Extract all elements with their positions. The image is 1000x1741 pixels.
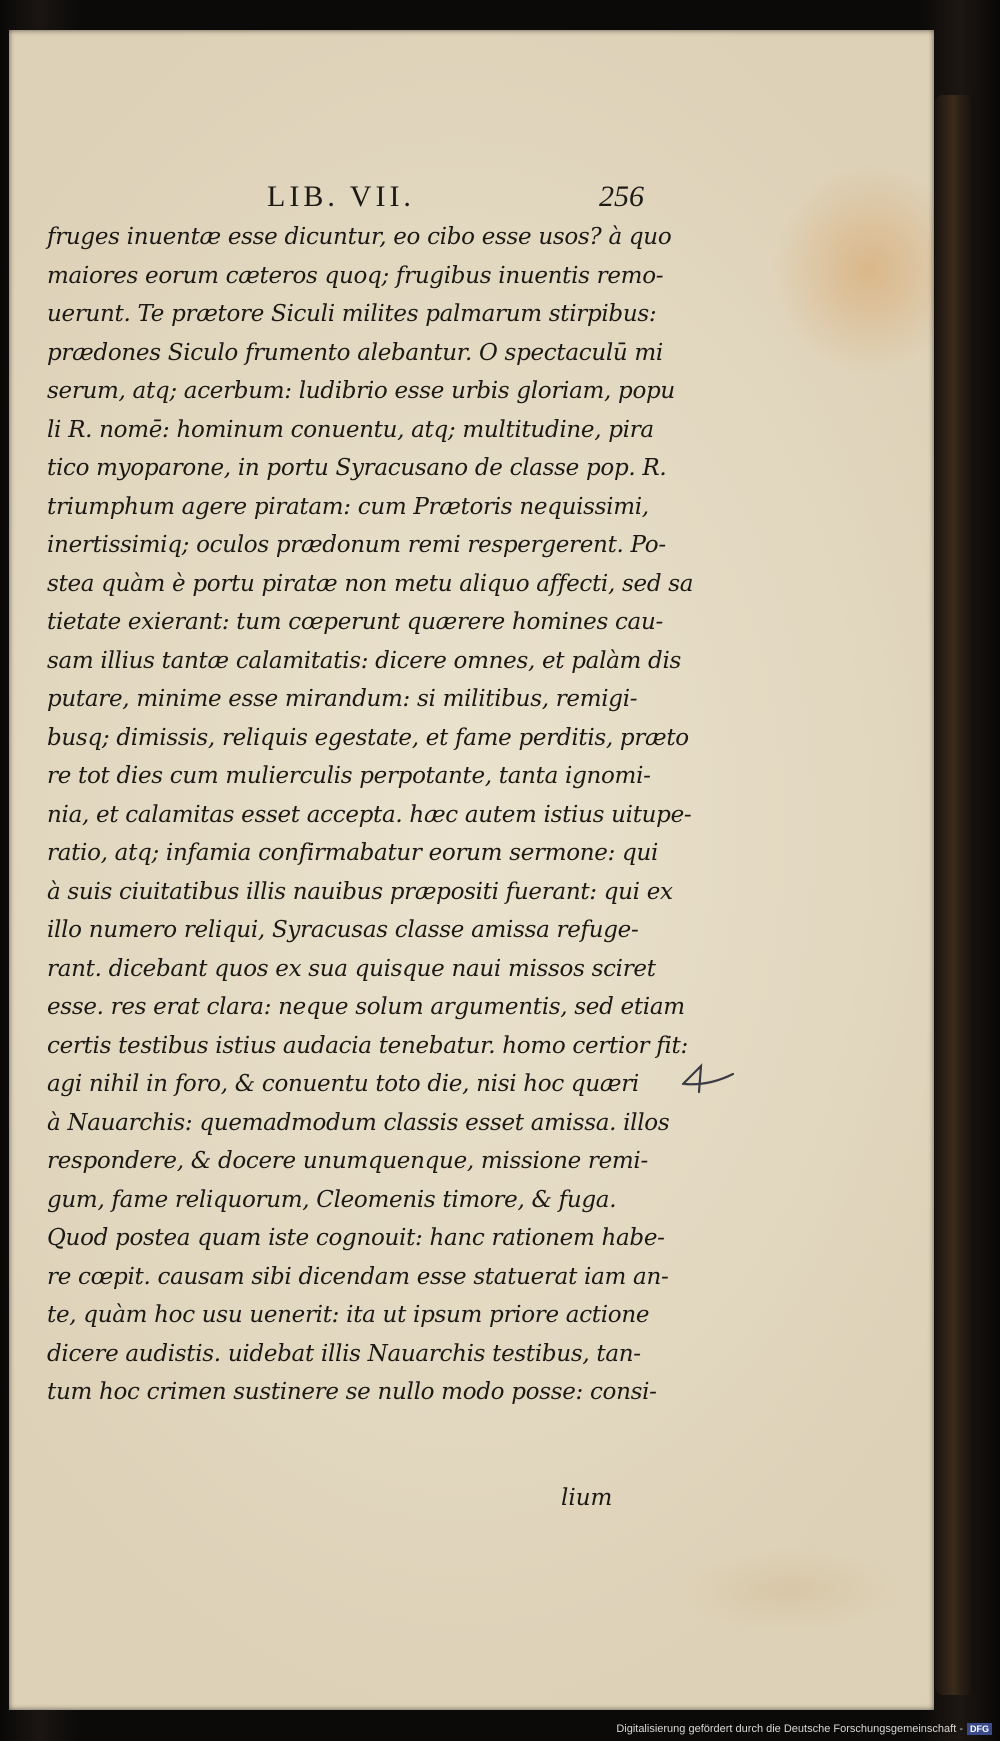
text-line: re cœpit. causam sibi dicendam esse statuerat iam an- — [47, 1263, 669, 1290]
text-line: re tot dies cum mulierculis perpotante, tanta ignomi- — [47, 763, 651, 789]
text-line: tietate exierant: tum cœperunt quærere homines cau- — [47, 609, 663, 635]
text-line: putare, minime esse mirandum: si militibus, remigi- — [47, 686, 638, 712]
text-line: sam illius tantæ calamitatis: dicere omnes, et palàm dis — [47, 647, 682, 674]
text-line: à Nauarchis: quemadmodum classis esset amissa. illos — [47, 1109, 670, 1136]
page-header — [9, 180, 934, 220]
text-line: fruges inuentæ esse dicuntur, eo cibo esse usos? à quo — [47, 224, 672, 250]
text-line: inertissimiq; oculos prædonum remi respergerent. Po- — [47, 532, 666, 558]
catchword: lium — [561, 1485, 613, 1511]
dfg-logo: DFG — [967, 1723, 992, 1735]
text-line: te, quàm hoc usu uenerit: ita ut ipsum priore actione — [47, 1302, 650, 1328]
text-line: maiores eorum cæteros quoq; frugibus inuentis remo- — [47, 262, 664, 289]
text-line: stea quàm è portu piratæ non metu aliquo affecti, sed sa — [47, 570, 694, 597]
text-line: dicere audistis. uidebat illis Nauarchis testibus, tan- — [47, 1340, 641, 1367]
marginal-annotation-mark — [679, 1062, 737, 1102]
text-line: certis testibus istius audacia tenebatur. homo certior fit: — [47, 1032, 688, 1059]
text-line: respondere, & docere unumquenque, missione remi- — [47, 1148, 648, 1174]
text-line: triumphum agere piratam: cum Prætoris nequissimi, — [47, 493, 649, 520]
text-line: prædones Siculo frumento alebantur. O spectaculū mi — [47, 339, 663, 366]
text-line: serum, atq; acerbum: ludibrio esse urbis gloriam, popu — [47, 378, 675, 404]
text-line: illo numero reliqui, Syracusas classe amissa refuge- — [47, 917, 639, 943]
text-line: busq; dimissis, reliquis egestate, et fame perditis, præto — [47, 724, 689, 751]
page-number: 256 — [599, 180, 644, 213]
text-line: agi nihil in foro, & conuentu toto die, nisi hoc quæri — [47, 1071, 639, 1097]
text-line: nia, et calamitas esset accepta. hæc autem istius uitupe- — [47, 801, 692, 828]
body-text — [47, 218, 697, 1412]
digitization-footer — [616, 1719, 992, 1739]
book-page — [9, 30, 934, 1710]
text-line: ratio, atq; infamia confirmabatur eorum sermone: qui — [47, 840, 659, 866]
text-line: esse. res erat clara: neque solum argumentis, sed etiam — [47, 994, 685, 1020]
text-line: uerunt. Te prætore Siculi milites palmarum stirpibus: — [47, 301, 657, 327]
text-line: Quod postea quam iste cognouit: hanc rationem habe- — [47, 1225, 665, 1251]
text-line: tum hoc crimen sustinere se nullo modo posse: consi- — [47, 1379, 657, 1405]
footer-credit: Digitalisierung gefördert durch die Deutsche Forschungsgemeinschaft - — [616, 1723, 963, 1735]
text-line: gum, fame reliquorum, Cleomenis timore, & fuga. — [47, 1186, 617, 1213]
text-line: à suis ciuitatibus illis nauibus præpositi fuerant: qui ex — [47, 878, 673, 905]
book-edge — [935, 95, 975, 1695]
running-head: LIB. VII. — [267, 180, 415, 213]
text-line: li R. nomē: hominum conuentu, atq; multitudine, pira — [47, 416, 654, 443]
text-line: tico myoparone, in portu Syracusano de classe pop. R. — [47, 455, 667, 481]
text-line: rant. dicebant quos ex sua quisque naui missos sciret — [47, 955, 656, 982]
